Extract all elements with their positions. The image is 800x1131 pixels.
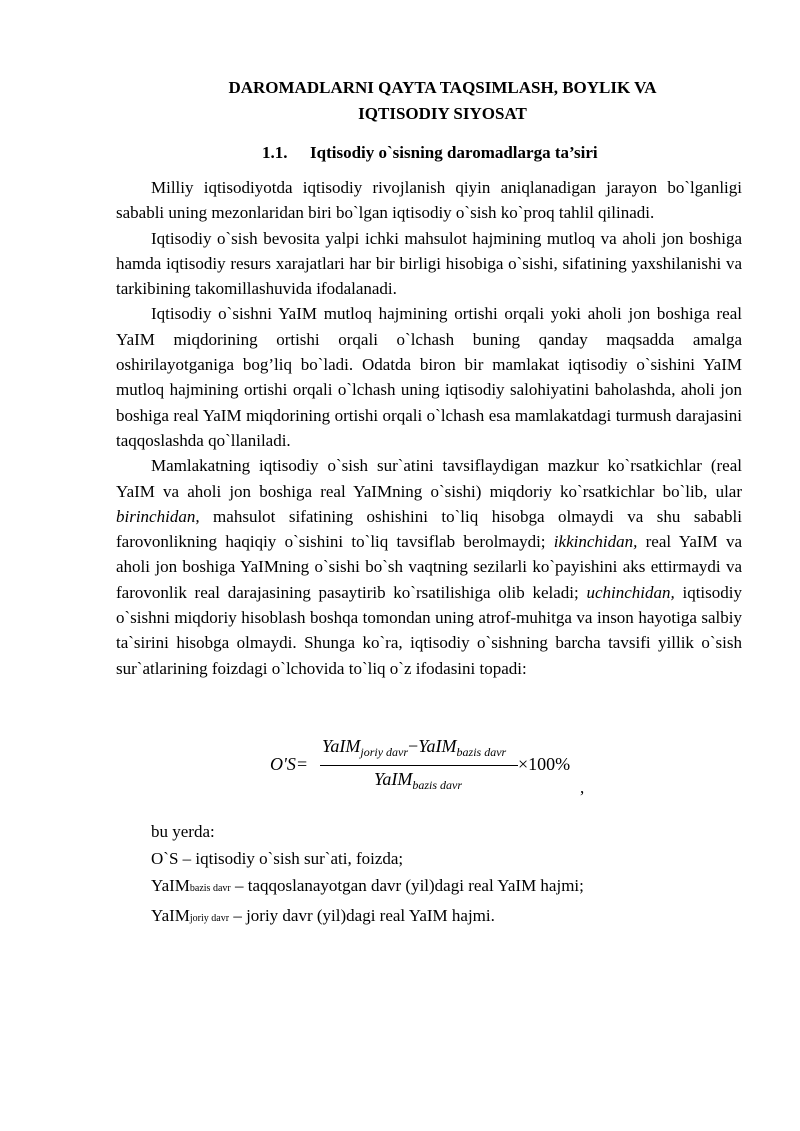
legend-base-sub: bazis davr	[189, 883, 231, 894]
legend-base-desc: – taqqoslanayotgan davr (yil)dagi real YaIM hajmi;	[230, 876, 584, 895]
formula-multiplier: ×100%	[518, 754, 571, 774]
paragraph-4-part-b: mahsulot sifatining oshishini to`liq hisobga olmaydi va shu sababli farovonlikning haqiqiy o`sishini to`liq tavsiflab berolmaydi;	[116, 506, 742, 552]
formula-comma: ,	[580, 778, 585, 797]
emphasis-birinchidan: birinchidan,	[116, 506, 200, 526]
denominator-term: YaIM	[374, 769, 413, 789]
numerator-sub-base: bazis davr	[456, 745, 507, 759]
legend-current-sub: joriy davr	[189, 913, 230, 924]
formula-legend	[151, 818, 584, 932]
section-title: Iqtisodiy o`sisning daromadlarga ta’siri	[310, 143, 598, 162]
paragraph-1: Milliy iqtisodiyotda iqtisodiy rivojlanish qiyin aniqlanadigan jarayon bo`lganligi sababli uning mezonlaridan biri bo`lgan iqtisodiy o`sish ko`proq tahlil qilinadi.	[116, 178, 742, 223]
formula-numerator	[322, 736, 506, 760]
legend-intro: bu yerda:	[151, 822, 215, 841]
formula-denominator	[374, 769, 462, 793]
paragraph-4	[116, 453, 742, 681]
section-number: 1.1.	[262, 143, 288, 162]
document-title: DAROMADLARNI QAYTA TAQSIMLASH, BOYLIK VA IQTISODIY SIYOSAT	[228, 78, 657, 123]
legend-line-base	[151, 872, 584, 902]
denominator-sub: bazis davr	[412, 778, 463, 792]
legend-line-current	[151, 902, 584, 932]
emphasis-ikkinchidan: ikkinchidan,	[553, 532, 638, 552]
numerator-sub-current: joriy davr	[360, 745, 409, 759]
numerator-term-base: YaIM	[418, 736, 457, 756]
legend-line-os: O`S – iqtisodiy o`sish sur`ati, foizda;	[151, 849, 404, 868]
emphasis-uchinchidan: uchinchidan,	[586, 582, 675, 602]
paragraph-3: Iqtisodiy o`sishni YaIM mutloq hajmining ortishi orqali yoki aholi jon boshiga real YaIM miqdorining ortishi orqali o`lchash buning qanday maqsadda amalga oshirilayotganiga bog’liq bo`ladi. Odatda biron bir mamlakat iqtisodiy o`sishini YaIM mutloq hajmining ortishi orqali o`lchash uning iqtisodiy salohiyatini baholashda, aholi jon boshiga real YaIM miqdorining ortishi orqali o`lchash esa mamlakatdagi turmush darajasini taqqoslashda qo`llaniladi.	[116, 304, 742, 450]
numerator-term-current: YaIM	[322, 736, 361, 756]
paragraph-4-part-c: real YaIM va aholi jon boshiga YaIMning o`sishi bo`sh vaqtning sezilarli ko`payishini aks ettirmaydi va farovonlik real darajasining pasaytirib ko`rsatilishiga olib keladi;	[116, 532, 742, 602]
formula-minus: −	[408, 736, 419, 756]
body-text	[116, 175, 742, 681]
legend-current-desc: – joriy davr (yil)dagi real YaIM hajmi.	[229, 906, 495, 925]
paragraph-2: Iqtisodiy o`sish bevosita yalpi ichki mahsulot hajmining mutloq va aholi jon boshiga hamda iqtisodiy resurs xarajatlari har bir birligi hisobiga o`sishi, sifatining yaxshilanishi va tarkibining takomillashuvida ifodalanadi.	[116, 228, 742, 299]
section-heading	[262, 140, 598, 166]
formula-lhs: O'S=	[270, 754, 308, 774]
paragraph-4-part-d: iqtisodiy o`sishni miqdoriy hisoblash boshqa tomondan uning atrof-muhitga va inson hayotiga salbiy ta`sirini hisobga olmaydi. Shunga ko`ra, iqtisodiy o`sishning barcha tavsifi yillik o`sish sur`atlarining foizdagi o`lchovida to`liq o`z ifodasini topadi:	[116, 582, 742, 678]
paragraph-4-part-a: Mamlakatning iqtisodiy o`sish sur`atini tavsiflaydigan mazkur ko`rsatkichlar (real YaIM va aholi jon boshiga real YaIMning o`sishi) miqdoriy ko`rsatkichlar bo`lib, ular	[116, 456, 742, 501]
legend-current-term: YaIM	[151, 906, 190, 925]
fraction-bar	[320, 765, 518, 766]
legend-base-term: YaIM	[151, 876, 190, 895]
